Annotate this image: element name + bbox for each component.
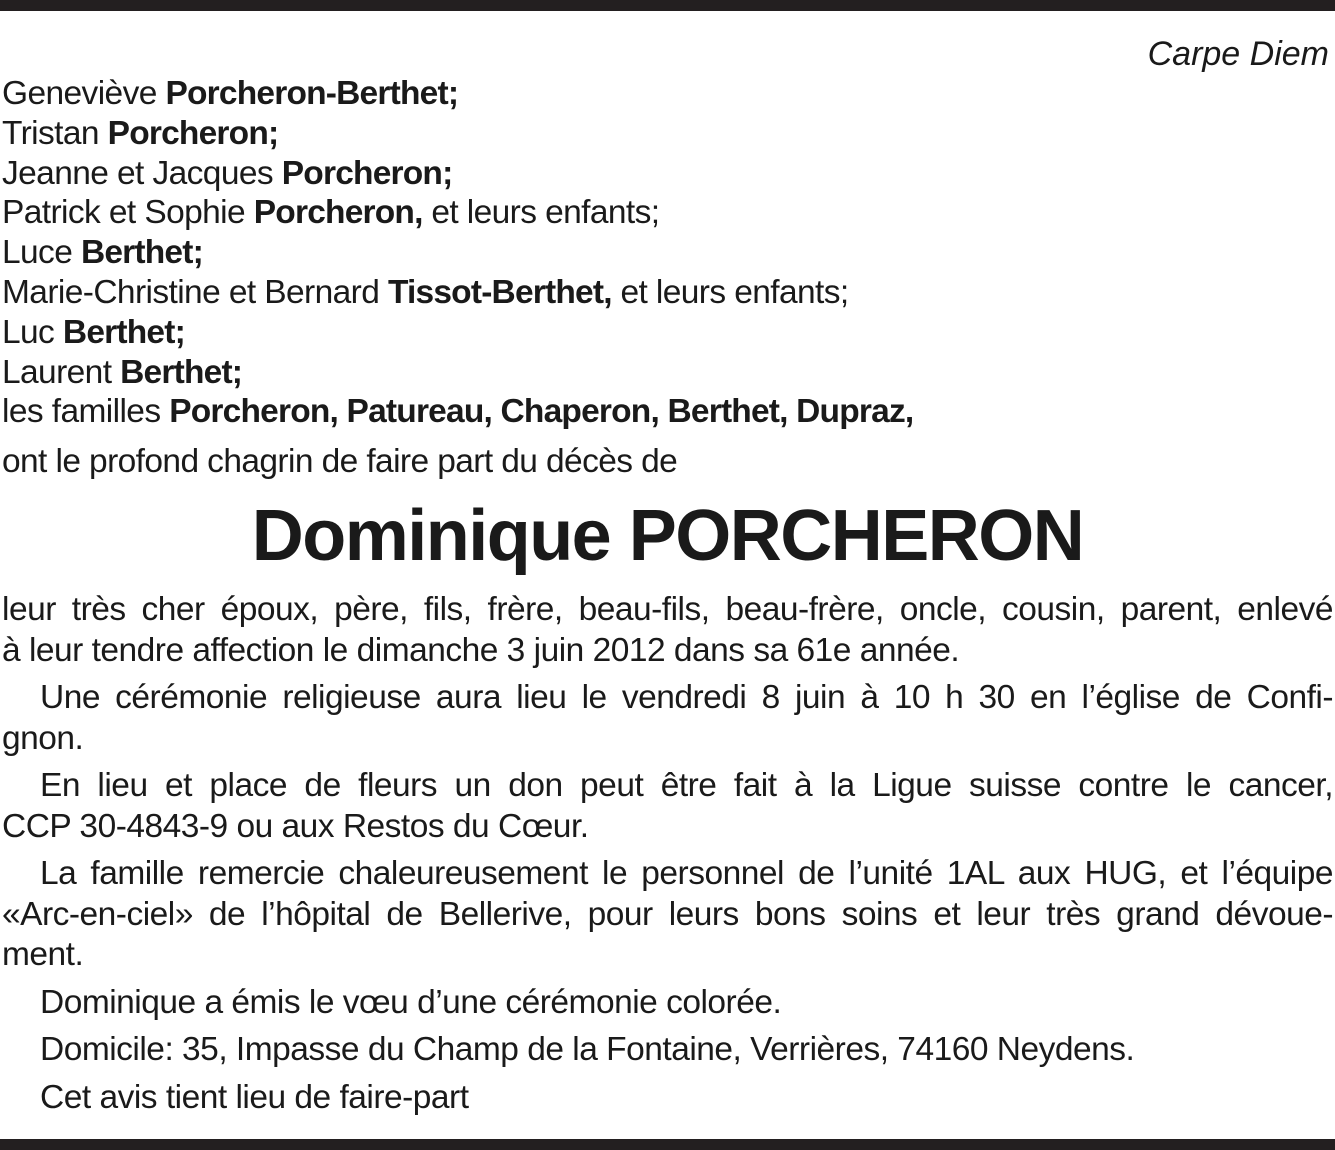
family-line: Jeanne et Jacques Porcheron; (2, 154, 453, 192)
paragraph-relationship (2, 590, 1333, 671)
epigraph: Carpe Diem (1147, 35, 1329, 73)
notice-body (2, 590, 1333, 1118)
deceased-name: Dominique PORCHERON (251, 496, 1084, 576)
text-line: En lieu et place de fleurs un don peut être fait à la Ligue suisse contre le cancer, (40, 767, 1333, 804)
text-line: gnon. (2, 719, 84, 757)
family-line: Luce Berthet; (2, 234, 203, 272)
text-line: leur très cher époux, père, fils, frère, beau-fils, beau-frère, oncle, cousin, parent, enlevé (2, 591, 1333, 628)
paragraph-wish (2, 983, 1333, 1024)
paragraph-donation (2, 766, 1333, 847)
family-line: Tristan Porcheron; (2, 114, 279, 152)
top-border-rule (0, 0, 1335, 11)
text-line: Domicile: 35, Impasse du Champ de la Fontaine, Verrières, 74160 Neydens. (40, 1031, 1135, 1068)
paragraph-ceremony (2, 678, 1333, 759)
family-line: Geneviève Porcheron-Berthet; (2, 75, 459, 112)
text-line: «Arc-en-ciel» de l’hôpital de Bellerive, pour leurs bons soins et leur très grand dévoue- (2, 895, 1333, 933)
paragraph-thanks (2, 854, 1333, 976)
family-line: Patrick et Sophie Porcheron, et leurs enfants; (2, 194, 660, 232)
family-line: les familles Porcheron, Patureau, Chaperon, Berthet, Dupraz, (2, 393, 914, 431)
family-line: Marie-Christine et Bernard Tissot-Berthet, et leurs enfants; (2, 273, 849, 311)
family-list (2, 74, 1335, 432)
text-line: Cet avis tient lieu de faire-part (40, 1078, 469, 1116)
family-line: Luc Berthet; (2, 313, 185, 351)
text-line: Dominique a émis le vœu d’une cérémonie colorée. (40, 983, 782, 1021)
text-line: Une cérémonie religieuse aura lieu le vendredi 8 juin à 10 h 30 en l’église de Confi- (40, 679, 1333, 716)
text-line: ment. (2, 936, 84, 973)
paragraph-address (2, 1030, 1333, 1071)
paragraph-closing (2, 1078, 1333, 1119)
text-line: à leur tendre affection le dimanche 3 juin 2012 dans sa 61e année. (2, 631, 960, 669)
bottom-border-rule (0, 1139, 1335, 1150)
family-line: Laurent Berthet; (2, 353, 243, 391)
text-line: La famille remercie chaleureusement le personnel de l’unité 1AL aux HUG, et l’équipe (40, 855, 1333, 892)
announcement-intro: ont le profond chagrin de faire part du décès de (2, 443, 678, 480)
text-line: CCP 30-4843-9 ou aux Restos du Cœur. (2, 807, 589, 845)
